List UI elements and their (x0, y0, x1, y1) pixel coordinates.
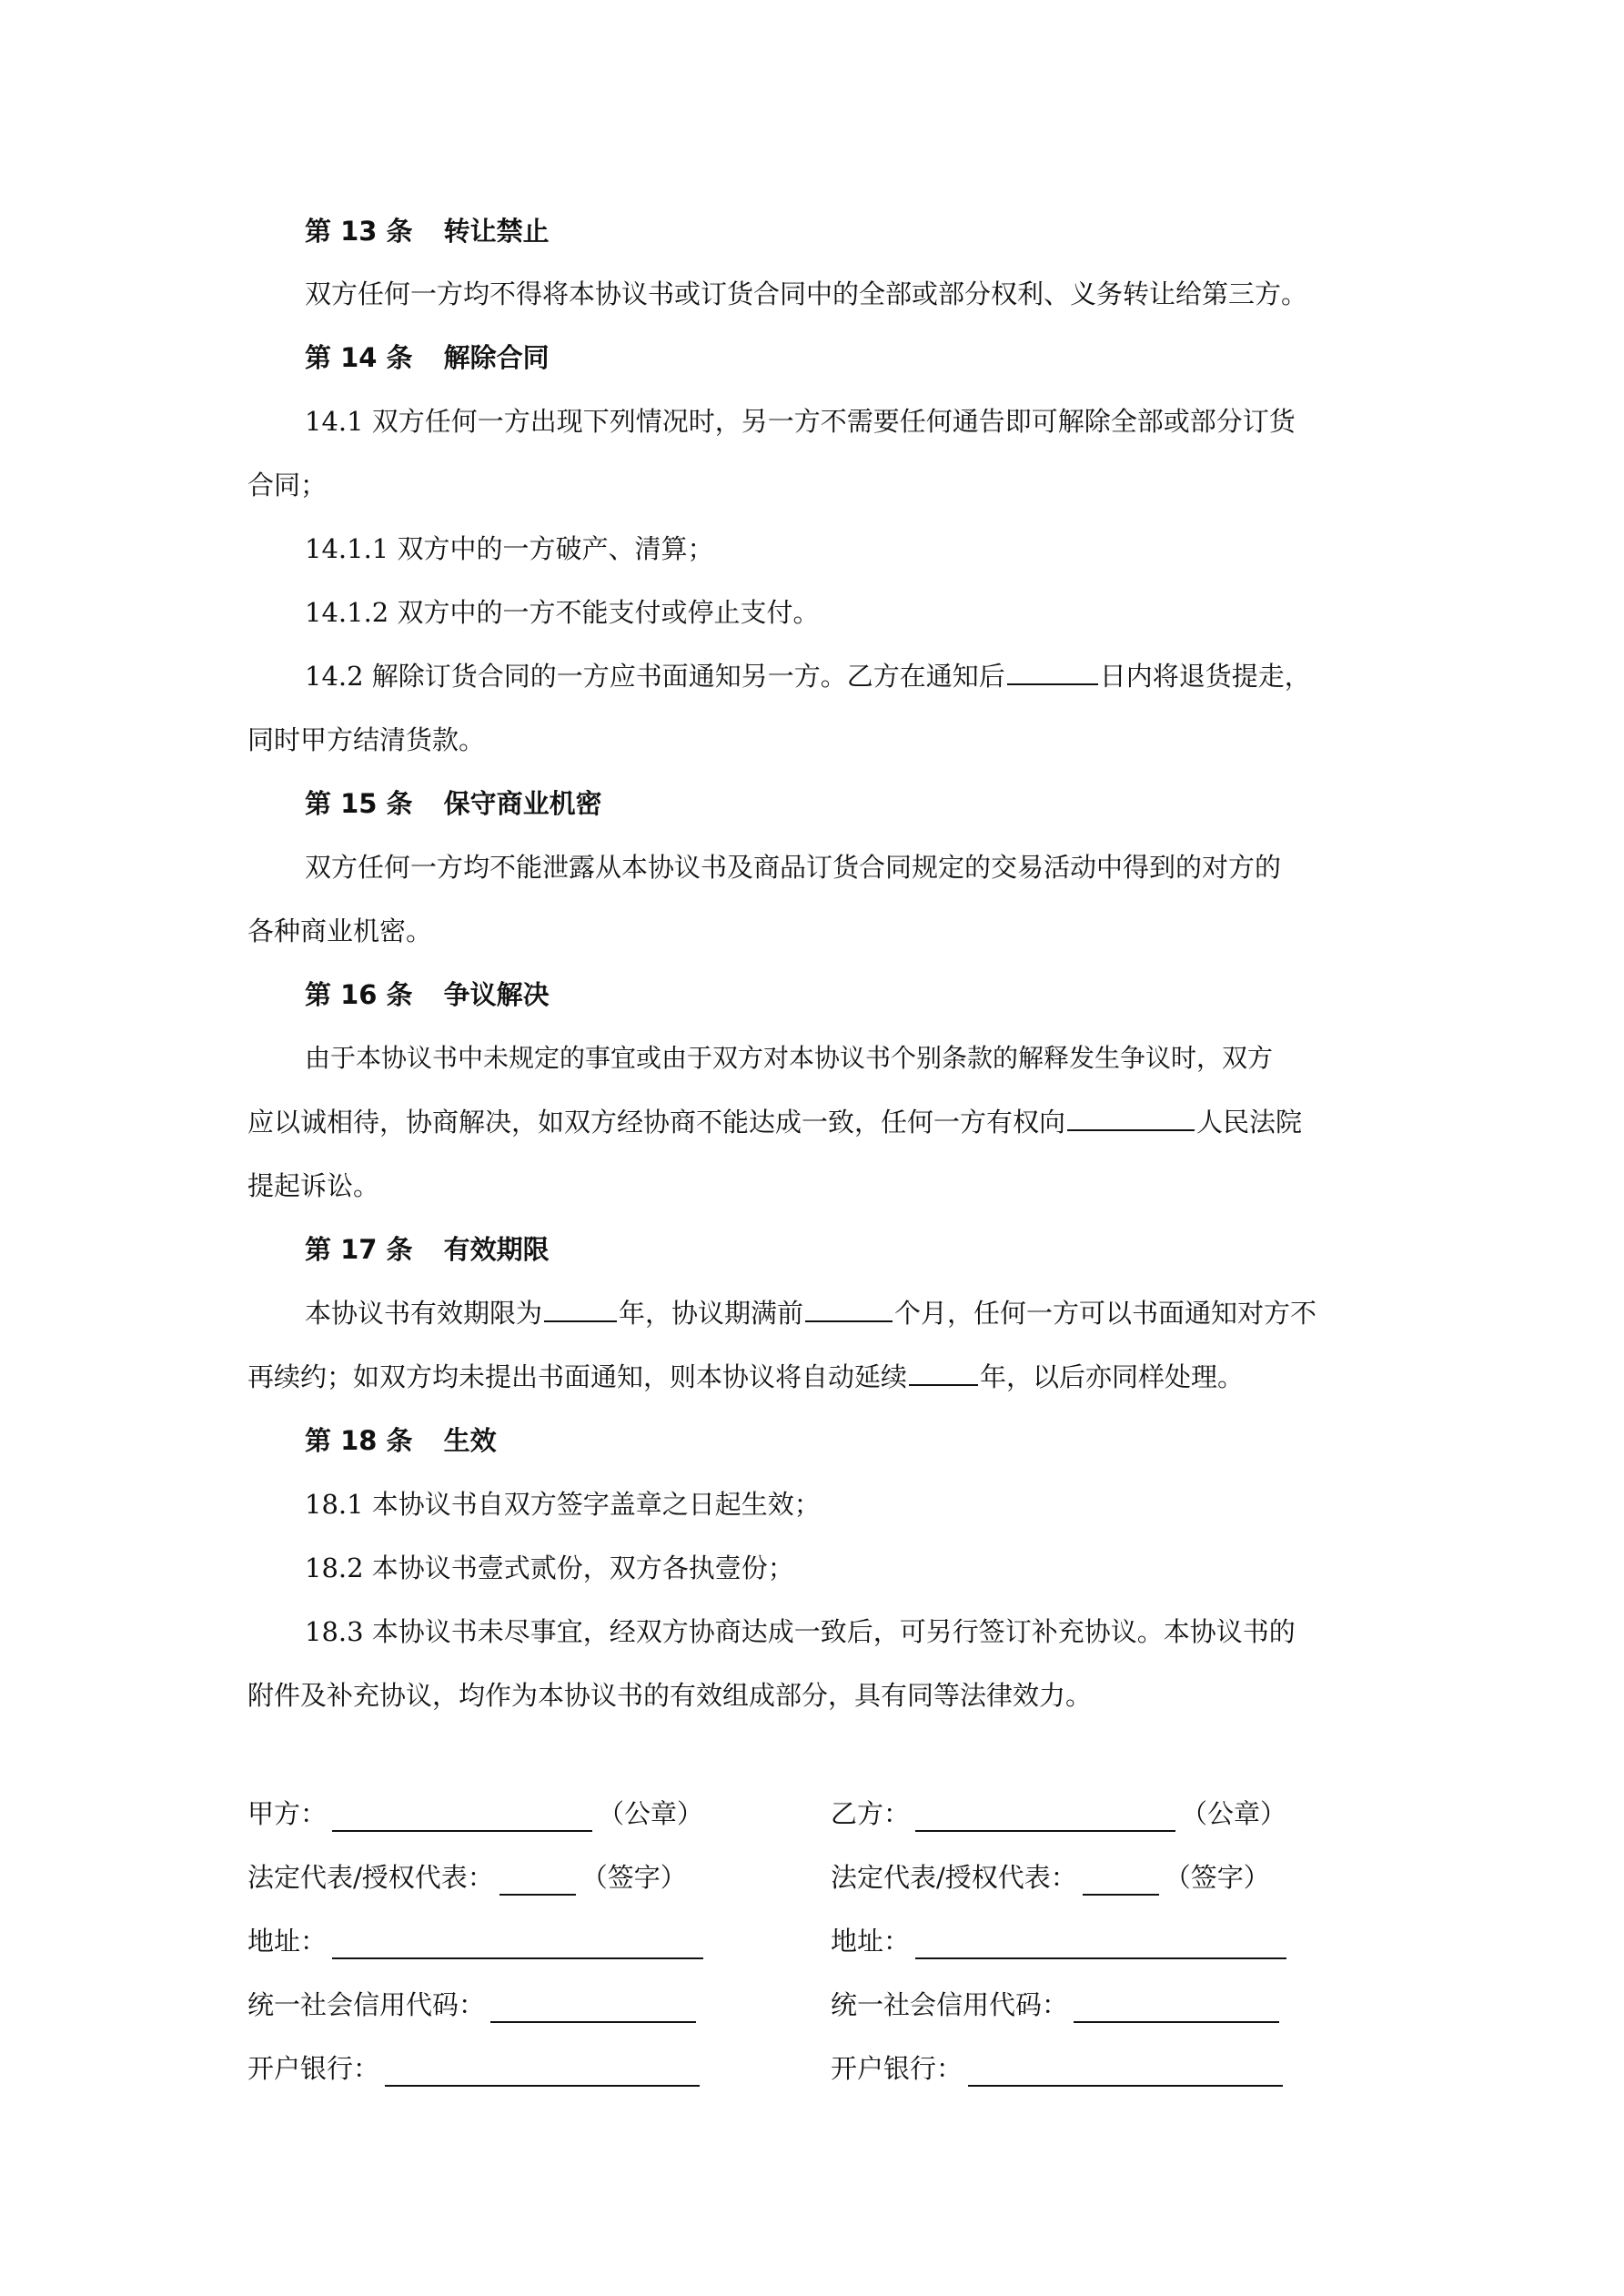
rep-label: 法定代表/授权代表： (831, 1862, 1077, 1893)
article-16-text-line3: 提起诉讼。 (247, 1170, 380, 1201)
article-18-heading (305, 1422, 497, 1459)
article-16-heading (305, 976, 550, 1013)
months-blank[interactable] (805, 1295, 893, 1322)
party-a-name-row (247, 1795, 703, 1832)
article-17-text-line2 (247, 1359, 1244, 1395)
sign-note: （签字） (580, 1862, 687, 1893)
party-a-rep-field[interactable] (499, 1866, 576, 1896)
party-b-address-field[interactable] (915, 1930, 1286, 1959)
rep-label: 法定代表/授权代表： (247, 1862, 494, 1893)
party-b-bank-row (831, 2050, 1283, 2087)
article-number: 第 13 条 (305, 216, 413, 247)
seal-note: （公章） (598, 1798, 704, 1829)
article-16-text-line1: 由于本协议书中未规定的事宜或由于双方对本协议书个别条款的解释发生争议时，双方 (305, 1043, 1274, 1073)
article-13-heading (305, 213, 550, 249)
party-a-credit-code-field[interactable] (490, 1994, 696, 2023)
years-blank[interactable] (544, 1295, 617, 1322)
days-blank[interactable] (1007, 658, 1098, 685)
article-title: 生效 (443, 1425, 497, 1456)
address-label: 地址： (831, 1926, 911, 1957)
bank-label: 开户银行： (831, 2053, 963, 2084)
party-a-name-field[interactable] (332, 1803, 592, 1832)
clause-text: 日内将退货提走， (1099, 661, 1311, 692)
article-16-text-line2 (247, 1104, 1302, 1140)
clause-text: 人民法院 (1196, 1107, 1303, 1138)
article-title: 转让禁止 (443, 216, 550, 247)
article-number: 第 17 条 (305, 1234, 413, 1265)
clause-18-2: 18.2 本协议书壹式贰份，双方各执壹份； (305, 1553, 794, 1583)
clause-18-3-line1: 18.3 本协议书未尽事宜，经双方协商达成一致后，可另行签订补充协议。本协议书的 (305, 1616, 1296, 1647)
party-a-address-field[interactable] (332, 1930, 703, 1959)
party-b-credit-code-row (831, 1987, 1279, 2023)
party-b-bank-field[interactable] (968, 2058, 1283, 2087)
clause-text: 本协议书有效期限为 (305, 1298, 543, 1329)
article-17-heading (305, 1231, 550, 1268)
article-14-heading (305, 339, 550, 376)
clause-text: 再续约；如双方均未提出书面通知，则本协议将自动延续 (247, 1361, 908, 1392)
article-title: 解除合同 (443, 342, 550, 373)
clause-14-1-line1: 14.1 双方任何一方出现下列情况时，另一方不需要任何通告即可解除全部或部分订货 (305, 406, 1296, 437)
court-blank[interactable] (1067, 1104, 1195, 1131)
party-a-address-row (247, 1923, 703, 1959)
seal-note: （公章） (1181, 1798, 1287, 1829)
sign-note: （签字） (1164, 1862, 1270, 1893)
article-number: 第 14 条 (305, 342, 413, 373)
extension-years-blank[interactable] (909, 1359, 978, 1386)
party-a-label: 甲方： (247, 1798, 328, 1829)
clause-14-1-2: 14.1.2 双方中的一方不能支付或停止支付。 (305, 597, 820, 628)
party-b-rep-field[interactable] (1083, 1866, 1159, 1896)
address-label: 地址： (247, 1926, 328, 1957)
party-b-name-field[interactable] (915, 1803, 1175, 1832)
clause-18-1: 18.1 本协议书自双方签字盖章之日起生效； (305, 1489, 821, 1520)
clause-text: 应以诚相待，协商解决，如双方经协商不能达成一致，任何一方有权向 (247, 1107, 1066, 1138)
clause-text: 14.2 解除订货合同的一方应书面通知另一方。乙方在通知后 (305, 661, 1005, 692)
party-b-name-row (831, 1795, 1286, 1832)
article-title: 争议解决 (443, 979, 550, 1010)
clause-18-3-line2: 附件及补充协议，均作为本协议书的有效组成部分，具有同等法律效力。 (247, 1680, 1093, 1711)
party-a-bank-field[interactable] (385, 2058, 700, 2087)
credit-code-label: 统一社会信用代码： (247, 1989, 486, 2020)
article-title: 有效期限 (443, 1234, 550, 1265)
clause-text: 年，协议期满前 (619, 1298, 804, 1329)
article-number: 第 16 条 (305, 979, 413, 1010)
article-15-heading (305, 785, 602, 822)
party-a-rep-row (247, 1859, 687, 1896)
clause-14-1-line2: 合同； (247, 470, 328, 501)
article-17-text-line1 (305, 1295, 1316, 1331)
clause-14-2-line1 (305, 658, 1311, 694)
article-number: 第 18 条 (305, 1425, 413, 1456)
article-15-text-line1: 双方任何一方均不能泄露从本协议书及商品订货合同规定的交易活动中得到的对方的 (305, 852, 1282, 883)
party-a-bank-row (247, 2050, 700, 2087)
clause-14-1-1: 14.1.1 双方中的一方破产、清算； (305, 533, 714, 564)
clause-14-2-line2: 同时甲方结清货款。 (247, 724, 486, 755)
article-13-text: 双方任何一方均不得将本协议书或订货合同中的全部或部分权利、义务转让给第三方。 (305, 278, 1308, 309)
article-15-text-line2: 各种商业机密。 (247, 915, 433, 946)
article-title: 保守商业机密 (443, 788, 602, 819)
article-number: 第 15 条 (305, 788, 413, 819)
credit-code-label: 统一社会信用代码： (831, 1989, 1069, 2020)
party-b-label: 乙方： (831, 1798, 911, 1829)
clause-text: 个月，任何一方可以书面通知对方不 (894, 1298, 1317, 1329)
clause-text: 年，以后亦同样处理。 (980, 1361, 1245, 1392)
bank-label: 开户银行： (247, 2053, 380, 2084)
party-b-address-row (831, 1923, 1286, 1959)
party-b-rep-row (831, 1859, 1270, 1896)
party-b-credit-code-field[interactable] (1074, 1994, 1279, 2023)
party-a-credit-code-row (247, 1987, 696, 2023)
